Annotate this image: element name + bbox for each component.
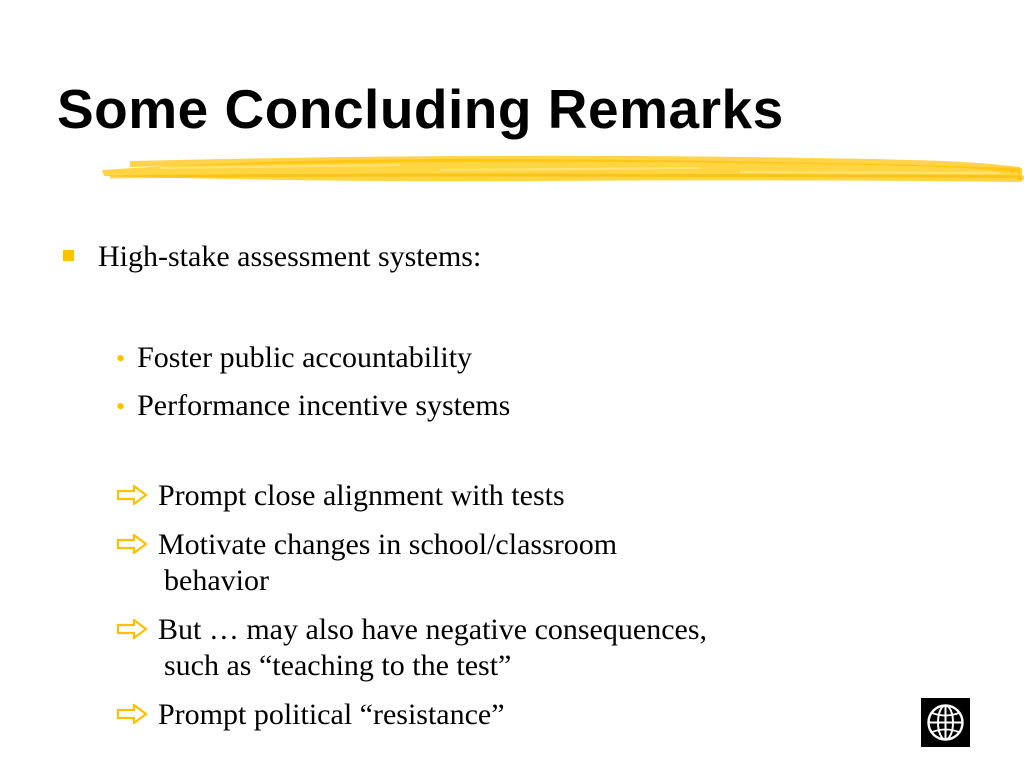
- arrow-bullet-continuation: behavior: [164, 564, 269, 597]
- arrow-bullet-text: Prompt close alignment with tests: [158, 479, 565, 512]
- arrow-bullet-item: [116, 612, 707, 684]
- right-arrow-icon: [116, 704, 148, 724]
- title-highlight-stroke: [100, 150, 1024, 190]
- arrow-bullet-text: Motivate changes in school/classroom: [158, 528, 618, 561]
- dot-bullet-icon: •: [116, 392, 126, 421]
- slide-title: Some Concluding Remarks: [57, 78, 784, 140]
- dot-bullet-icon: •: [116, 344, 126, 373]
- arrow-bullet-item: [116, 478, 707, 514]
- world-bank-logo: [921, 698, 970, 747]
- sub-bullet-list: [116, 334, 510, 430]
- sub-bullet-item: [116, 334, 510, 382]
- arrow-bullet-text: Prompt political “resistance”: [158, 698, 505, 731]
- right-arrow-icon: [116, 534, 148, 554]
- arrow-bullet-list: [116, 478, 707, 746]
- arrow-bullet-text: But … may also have negative consequences,: [158, 613, 707, 646]
- main-bullet-text: High-stake assessment systems:: [98, 240, 482, 273]
- globe-icon: [921, 698, 970, 747]
- arrow-bullet-item: [116, 697, 707, 733]
- arrow-bullet-continuation: such as “teaching to the test”: [164, 649, 512, 682]
- sub-bullet-text: Performance incentive systems: [137, 389, 511, 422]
- right-arrow-icon: [116, 619, 148, 639]
- sub-bullet-item: [116, 382, 510, 430]
- arrow-bullet-item: [116, 527, 707, 599]
- main-bullet: [63, 238, 481, 276]
- right-arrow-icon: [116, 485, 148, 505]
- square-bullet-icon: [63, 250, 74, 261]
- sub-bullet-text: Foster public accountability: [137, 341, 473, 374]
